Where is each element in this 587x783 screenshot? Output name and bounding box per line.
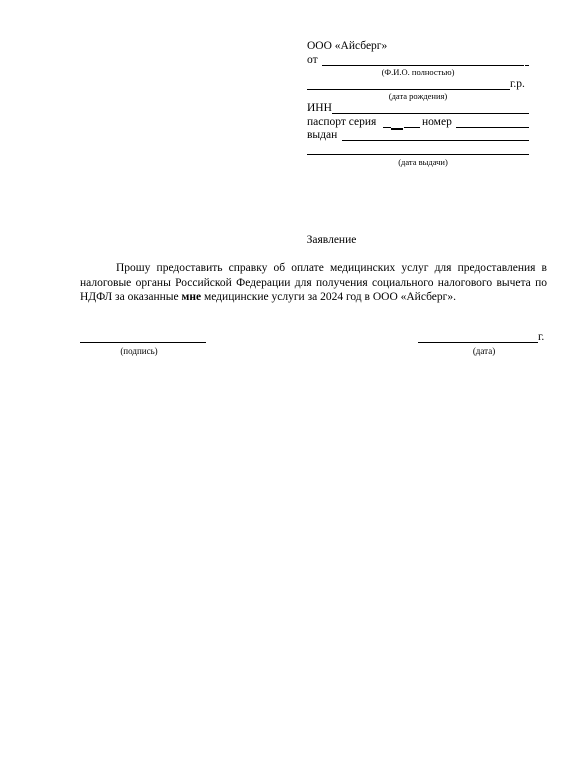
body-text-part1: Прошу предоставить справку об оплате медицинских услуг для предоставления в налоговые органы Российской Федерации для получения социального налогового вычета по НДФЛ за оказанные <box>80 262 547 303</box>
inn-label: ИНН <box>307 102 332 114</box>
issue-date-line <box>307 154 529 155</box>
issued-label: выдан <box>307 129 338 141</box>
birth-date-caption: (дата рождения) <box>388 91 448 101</box>
fio-caption: (Ф.И.О. полностью) <box>381 67 455 77</box>
birth-date-line <box>307 89 510 90</box>
passport-series-line-a <box>383 127 391 128</box>
issue-date-caption: (дата выдачи) <box>398 157 448 167</box>
inn-line <box>332 113 529 114</box>
company-name: ООО «Айсберг» <box>307 40 388 52</box>
date-line <box>418 342 538 343</box>
passport-number-line <box>456 127 529 128</box>
passport-series-line-c <box>404 127 420 128</box>
from-label: от <box>307 54 318 66</box>
passport-series-line-b <box>391 128 403 130</box>
date-suffix: г. <box>538 331 545 343</box>
document-title: Заявление <box>306 234 357 246</box>
body-text-part2: медицинские услуги за 2024 год в ООО «Айсберг». <box>201 291 456 303</box>
statement-body <box>80 261 547 305</box>
issued-line <box>342 140 529 141</box>
passport-series-label: паспорт серия <box>307 116 377 128</box>
date-caption: (дата) <box>472 346 496 356</box>
fio-line-end <box>525 65 529 66</box>
year-suffix: г.р. <box>510 78 525 90</box>
fio-line <box>322 65 524 66</box>
signature-caption: (подпись) <box>120 346 158 356</box>
signature-line <box>80 342 206 343</box>
passport-number-label: номер <box>422 116 452 128</box>
body-bold-word: мне <box>181 291 202 303</box>
